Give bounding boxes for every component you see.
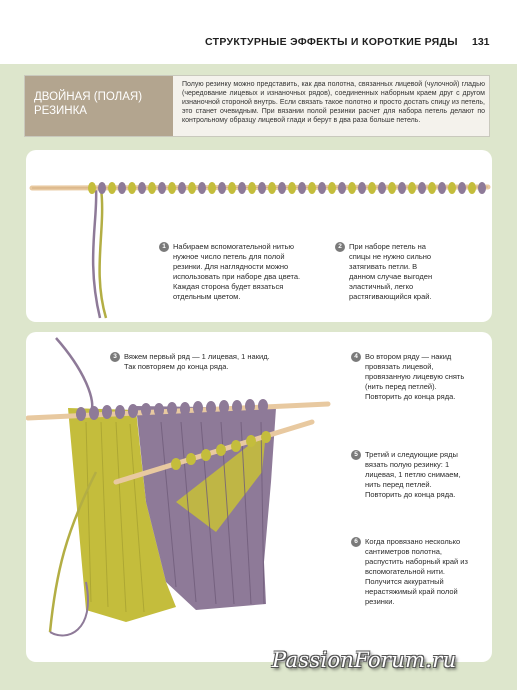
step-text: Третий и следующие ряды вязать полую резинку: 1 лицевая, 1 петлю снимаем, нить перед петлей. Повторить до конца ряда.	[365, 450, 461, 499]
cast-on-stitch	[408, 182, 416, 194]
step-1	[162, 242, 313, 302]
cast-on-stitch	[88, 182, 96, 194]
step-badge: 3	[110, 352, 120, 362]
site-watermark: PassionForum.ru	[272, 648, 457, 672]
cast-on-stitch	[378, 182, 386, 194]
cast-on-stitch	[438, 182, 446, 194]
cast-on-stitch	[198, 182, 206, 194]
step-2	[338, 242, 444, 302]
cast-on-stitch	[368, 182, 376, 194]
cast-on-stitch	[138, 182, 146, 194]
cast-on-stitch	[98, 182, 106, 194]
cast-on-stitch	[288, 182, 296, 194]
step-badge: 1	[159, 242, 169, 252]
step-6	[354, 537, 470, 607]
intro-box	[24, 75, 490, 137]
cast-on-stitch	[168, 182, 176, 194]
cast-on-stitch	[278, 182, 286, 194]
cast-on-stitch	[318, 182, 326, 194]
step-badge: 2	[335, 242, 345, 252]
cast-on-stitch	[358, 182, 366, 194]
section-title: СТРУКТУРНЫЕ ЭФФЕКТЫ И КОРОТКИЕ РЯДЫ	[205, 36, 458, 48]
cast-on-stitch	[188, 182, 196, 194]
cast-on-stitch	[328, 182, 336, 194]
cast-on-stitch	[158, 182, 166, 194]
step-badge: 6	[351, 537, 361, 547]
step-4	[354, 352, 470, 402]
panel-cast-on	[26, 150, 492, 322]
cast-on-stitch	[418, 182, 426, 194]
step-5	[354, 450, 470, 500]
cast-on-stitch	[218, 182, 226, 194]
step-3	[113, 352, 274, 372]
cast-on-stitch	[388, 182, 396, 194]
cast-on-stitch	[298, 182, 306, 194]
cast-on-stitch	[178, 182, 186, 194]
cast-on-stitch	[478, 182, 486, 194]
step-text: Во втором ряду — накид провязать лицевой, провязанную лицевую снять (нить перед петлей). Повторить до конца ряда.	[365, 352, 465, 401]
step-text: Вяжем первый ряд — 1 лицевая, 1 накид. Так повторяем до конца ряда.	[124, 352, 270, 371]
cast-on-stitch	[448, 182, 456, 194]
cast-on-stitch	[108, 182, 116, 194]
cast-on-stitch	[428, 182, 436, 194]
cast-on-stitch	[268, 182, 276, 194]
step-badge: 4	[351, 352, 361, 362]
cast-on-stitch	[128, 182, 136, 194]
cast-on-stitch	[228, 182, 236, 194]
cast-on-stitch	[468, 182, 476, 194]
cast-on-stitch	[348, 182, 356, 194]
panel-knitting	[26, 332, 492, 662]
step-text: Когда провязано несколько сантиметров полотна, распустить наборный край из вспомогательной нити. Получится аккуратный нерастяжимый край полой резинки.	[365, 537, 468, 606]
intro-heading	[25, 76, 173, 136]
intro-paragraph: Полую резинку можно представить, как два полотна, связанных лицевой (чулочной) гладью (чередование лицевых и изнаночных рядов), соединенных наборным краем друг с другом изнаночной стороной внутрь. Если связать такое полотно и просто достать спицу из петель, это станет очевидным. При вязании полой резинки расчет для набора петель делают по контрольному образцу лицевой глади и берут в два раза больше петель.	[182, 81, 485, 124]
step-text: Набираем вспомогательной нитью нужное число петель для полой резинки. Для наглядности можно использовать при наборе два цвета. Каждая сторона будет вязаться отдельным цветом.	[173, 242, 301, 301]
intro-heading-line2: РЕЗИНКА	[34, 105, 87, 117]
cast-on-stitch	[338, 182, 346, 194]
cast-on-stitch	[258, 182, 266, 194]
cast-on-stitch	[248, 182, 256, 194]
cast-on-stitch	[398, 182, 406, 194]
intro-heading-line1: ДВОЙНАЯ (ПОЛАЯ)	[34, 91, 143, 103]
step-badge: 5	[351, 450, 361, 460]
cast-on-stitch	[118, 182, 126, 194]
cast-on-stitch	[308, 182, 316, 194]
cast-on-stitch	[238, 182, 246, 194]
page-header	[0, 0, 517, 64]
cast-on-stitch	[148, 182, 156, 194]
cast-on-stitch	[208, 182, 216, 194]
cast-on-stitch	[458, 182, 466, 194]
page-number: 131	[472, 36, 490, 48]
step-text: При наборе петель на спицы не нужно сильно затягивать петли. В данном случае выгоден эластичный, легко растягивающийся край.	[349, 242, 433, 301]
